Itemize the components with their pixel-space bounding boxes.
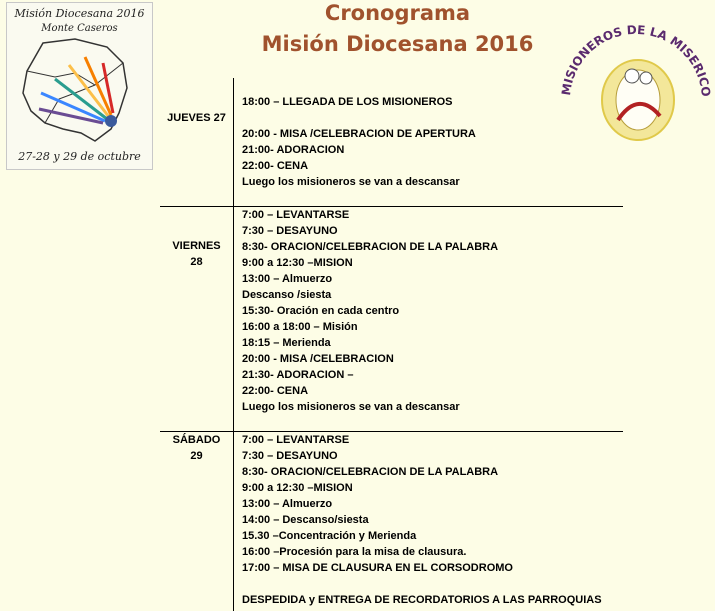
mercy-logo-text: MISIONEROS DE LA MISERICO bbox=[558, 22, 714, 98]
schedule-item: 22:00- CENA bbox=[242, 385, 309, 397]
schedule-item: Luego los misioneros se van a descansar bbox=[242, 401, 460, 413]
schedule-item: 14:00 – Descanso/siesta bbox=[242, 514, 369, 526]
schedule-item: 13:00 – Almuerzo bbox=[242, 498, 333, 510]
schedule-item: 8:30- ORACION/CELEBRACION DE LA PALABRA bbox=[242, 241, 499, 253]
logo-title: Misión Diocesana 2016 bbox=[14, 7, 145, 20]
schedule-item: 20:00 - MISA /CELEBRACION DE APERTURA bbox=[242, 128, 476, 140]
schedule-item bbox=[242, 576, 602, 592]
day-number: 29 bbox=[190, 450, 203, 462]
schedule-item: 20:00 - MISA /CELEBRACION bbox=[242, 353, 394, 365]
day-name: SÁBADO bbox=[172, 434, 221, 446]
day-label-friday bbox=[160, 238, 233, 270]
schedule-item: 9:00 a 12:30 –MISION bbox=[242, 257, 353, 269]
schedule-item bbox=[242, 110, 476, 126]
day-number: 28 bbox=[190, 256, 203, 268]
mission-logo bbox=[6, 2, 153, 170]
day-label-saturday bbox=[160, 432, 233, 464]
schedule-item: 8:30- ORACION/CELEBRACION DE LA PALABRA bbox=[242, 466, 499, 478]
schedule-item: DESPEDIDA y ENTREGA DE RECORDATORIOS A LAS PARROQUIAS bbox=[242, 594, 602, 606]
schedule-item: Descanso /siesta bbox=[242, 289, 332, 301]
schedule-item: 7:00 – LEVANTARSE bbox=[242, 209, 350, 221]
page-subtitle: Misión Diocesana 2016 bbox=[261, 32, 534, 56]
column-divider bbox=[233, 78, 234, 611]
day-name: VIERNES bbox=[172, 240, 221, 252]
schedule-thursday bbox=[242, 78, 476, 190]
logo-place: Monte Caseros bbox=[41, 23, 118, 34]
schedule-item: 18:15 – Merienda bbox=[242, 337, 331, 349]
schedule-item: 16:00 –Procesión para la misa de clausura. bbox=[242, 546, 467, 558]
schedule-item: 9:00 a 12:30 –MISION bbox=[242, 482, 353, 494]
schedule-item: 21:00- ADORACION bbox=[242, 144, 345, 156]
schedule-item: 7:00 – LEVANTARSE bbox=[242, 434, 350, 446]
schedule-item bbox=[242, 78, 476, 94]
schedule-item: 21:30- ADORACION – bbox=[242, 369, 354, 381]
schedule-item: 15.30 –Concentración y Merienda bbox=[242, 530, 417, 542]
schedule-item: 22:00- CENA bbox=[242, 160, 309, 172]
schedule-item: 15:30- Oración en cada centro bbox=[242, 305, 400, 317]
schedule-item: Luego los misioneros se van a descansar bbox=[242, 176, 460, 188]
schedule-friday bbox=[242, 207, 498, 415]
mercy-emblem bbox=[556, 20, 714, 144]
logo-dates: 27-28 y 29 de octubre bbox=[18, 150, 141, 163]
schedule-item: 17:00 – MISA DE CLAUSURA EN EL CORSODROMO bbox=[242, 562, 513, 574]
mercy-logo bbox=[556, 20, 714, 144]
schedule-item: 13:00 – Almuerzo bbox=[242, 273, 333, 285]
schedule-item: 18:00 – LLEGADA DE LOS MISIONEROS bbox=[242, 96, 453, 108]
day-label-thursday: JUEVES 27 bbox=[167, 112, 226, 124]
schedule-item: 7:30 – DESAYUNO bbox=[242, 225, 338, 237]
map-illustration bbox=[15, 33, 145, 148]
schedule-item: 16:00 a 18:00 – Misión bbox=[242, 321, 358, 333]
schedule-item: 7:30 – DESAYUNO bbox=[242, 450, 338, 462]
page-title: Cronograma bbox=[324, 1, 471, 25]
schedule-saturday bbox=[242, 432, 602, 608]
